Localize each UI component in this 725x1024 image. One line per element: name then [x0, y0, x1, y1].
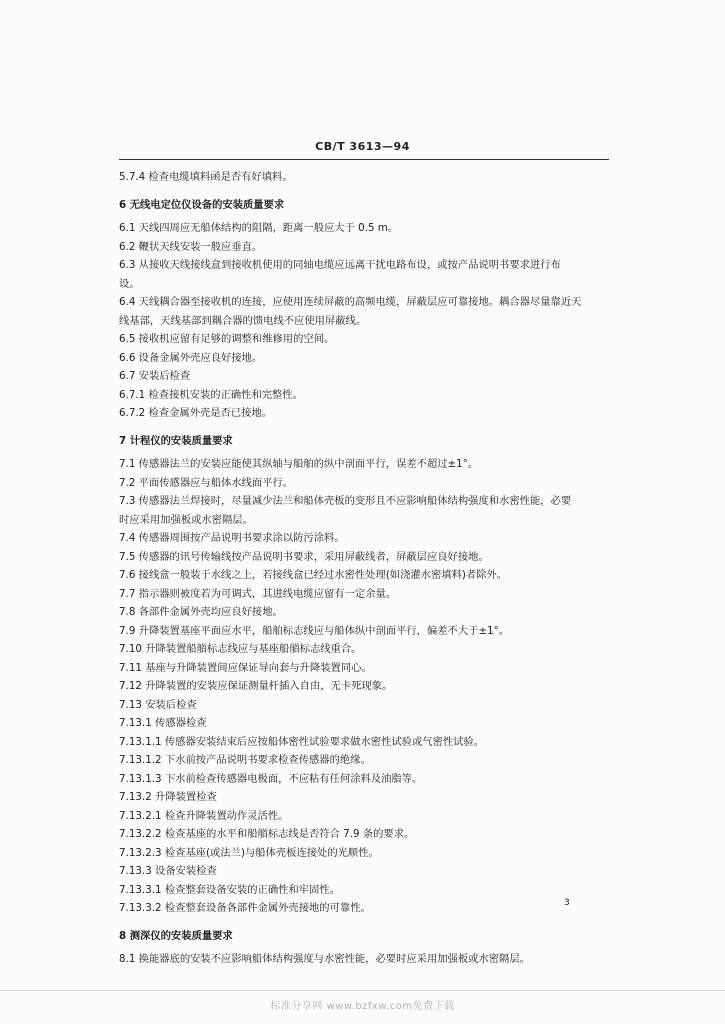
clause-line: 8.1 换能器底的安装不应影响船体结构强度与水密性能，必要时应采用加强板或水密隔层。: [119, 953, 530, 965]
paragraph-continuation: 设。: [119, 277, 140, 290]
clause-line: 6.7.1 检查接机安装的正确性和完整性。: [119, 388, 303, 401]
clause-line: 7.13.2.2 检查基座的水平和船艏标志线是否符合 7.9 条的要求。: [119, 828, 415, 840]
clause-line: 7.12 升降装置的安装应保证测量杆插入自由，无卡死现象。: [119, 680, 393, 692]
section-heading: 8 测深仪的安装质量要求: [119, 929, 233, 942]
clause-line: 7.13.1.1 传感器安装结束后应按船体密性试验要求做水密性试验或气密性试验。: [119, 735, 485, 748]
clause-line: 5.7.4 检查电缆填料函是否有好填料。: [119, 171, 293, 183]
clause-line: 7.13.3 设备安装检查: [119, 865, 217, 877]
document-body: [119, 168, 611, 969]
clause-line: 6.7.2 检查金属外壳是否已接地。: [119, 407, 273, 419]
clause-line: 7.2 平面传感器应与船体水线面平行。: [119, 476, 294, 489]
clause-line: 6.6 设备金属外壳应良好接地。: [119, 351, 263, 364]
clause-line: 7.1 传感器法兰的安装应能使其纵轴与船舶的纵中剖面平行，误差不超过±1°。: [119, 458, 479, 470]
clause-line: 7.9 升降装置基座平面应水平，船舶标志线应与船体纵中剖面平行，偏差不大于±1°。: [119, 624, 510, 637]
clause-line: 6.1 天线四周应无船体结构的阻隔，距离一般应大于 0.5 m。: [119, 222, 399, 234]
header-rule: [119, 159, 609, 160]
section-heading: 6 无线电定位仪设备的安装质量要求: [119, 198, 285, 211]
paragraph-continuation: 线基部，天线基部到耦合器的馈电线不应使用屏蔽线。: [119, 314, 367, 327]
clause-line: 7.7 指示器则被度若为可调式，其进线电缆应留有一定余量。: [119, 587, 397, 600]
clause-line: 7.4 传感器周围按产品说明书要求涂以防污涂料。: [119, 532, 345, 544]
clause-line: 7.6 接线盒一般装于水线之上，若接线盒已经过水密性处理(如浇灌水密填料)者除外。: [119, 569, 508, 581]
standard-code-header: CB/T 3613—94: [315, 140, 410, 153]
clause-line: 6.5 接收机应留有足够的调整和维修用的空间。: [119, 333, 335, 345]
clause-line: 7.8 各部件金属外壳均应良好接地。: [119, 606, 283, 618]
clause-line: 6.3 从接收天线接线盒到接收机使用的同轴电缆应远离干扰电路布设，或按产品说明书要求进行布: [119, 259, 561, 271]
clause-line: 7.13.1.3 下水前检查传感器电极面，不应粘有任何涂料及油脂等。: [119, 772, 423, 785]
clause-line: 7.13 安装后检查: [119, 698, 197, 711]
clause-line: 7.13.3.2 检查整套设备各部件金属外壳接地的可靠性。: [119, 902, 371, 914]
clause-line: 6.2 鞭状天线安装一般应垂直。: [119, 240, 263, 253]
section-heading: 7 计程仪的安装质量要求: [119, 434, 233, 447]
footer-rule: [0, 990, 725, 991]
clause-line: 7.13.2.1 检查升降装置动作灵活性。: [119, 809, 289, 822]
clause-line: 7.13.1 传感器检查: [119, 717, 207, 729]
clause-line: 7.3 传感器法兰焊接时，尽量减少法兰和船体壳板的变形且不应影响船体结构强度和水密性能，必要: [119, 495, 572, 507]
clause-line: 7.11 基座与升降装置间应保证导向套与升降装置同心。: [119, 661, 372, 674]
clause-line: 7.10 升降装置船艏标志线应与基座船艏标志线重合。: [119, 643, 362, 655]
clause-line: 7.13.2 升降装置检查: [119, 791, 217, 803]
paragraph-continuation: 时应采用加强板或水密隔层。: [119, 513, 253, 526]
page-number: 3: [564, 898, 570, 908]
clause-line: 7.13.1.2 下水前按产品说明书要求检查传感器的绝缘。: [119, 754, 371, 766]
clause-line: 7.13.2.3 检查基座(或法兰)与船体壳板连接处的光顺性。: [119, 846, 379, 859]
watermark-text: 标准分享网 www.bzfxw.com免费下载: [270, 1001, 455, 1012]
clause-line: 7.5 传感器的讯号传输线按产品说明书要求，采用屏蔽线者，屏蔽层应良好接地。: [119, 550, 489, 563]
clause-line: 6.7 安装后检查: [119, 370, 191, 382]
clause-line: 6.4 天线耦合器至接收机的连接，应使用连续屏蔽的高频电缆，屏蔽层应可靠接地。耦合器尽量靠近天: [119, 296, 582, 308]
clause-line: 7.13.3.1 检查整套设备安装的正确性和牢固性。: [119, 883, 340, 896]
